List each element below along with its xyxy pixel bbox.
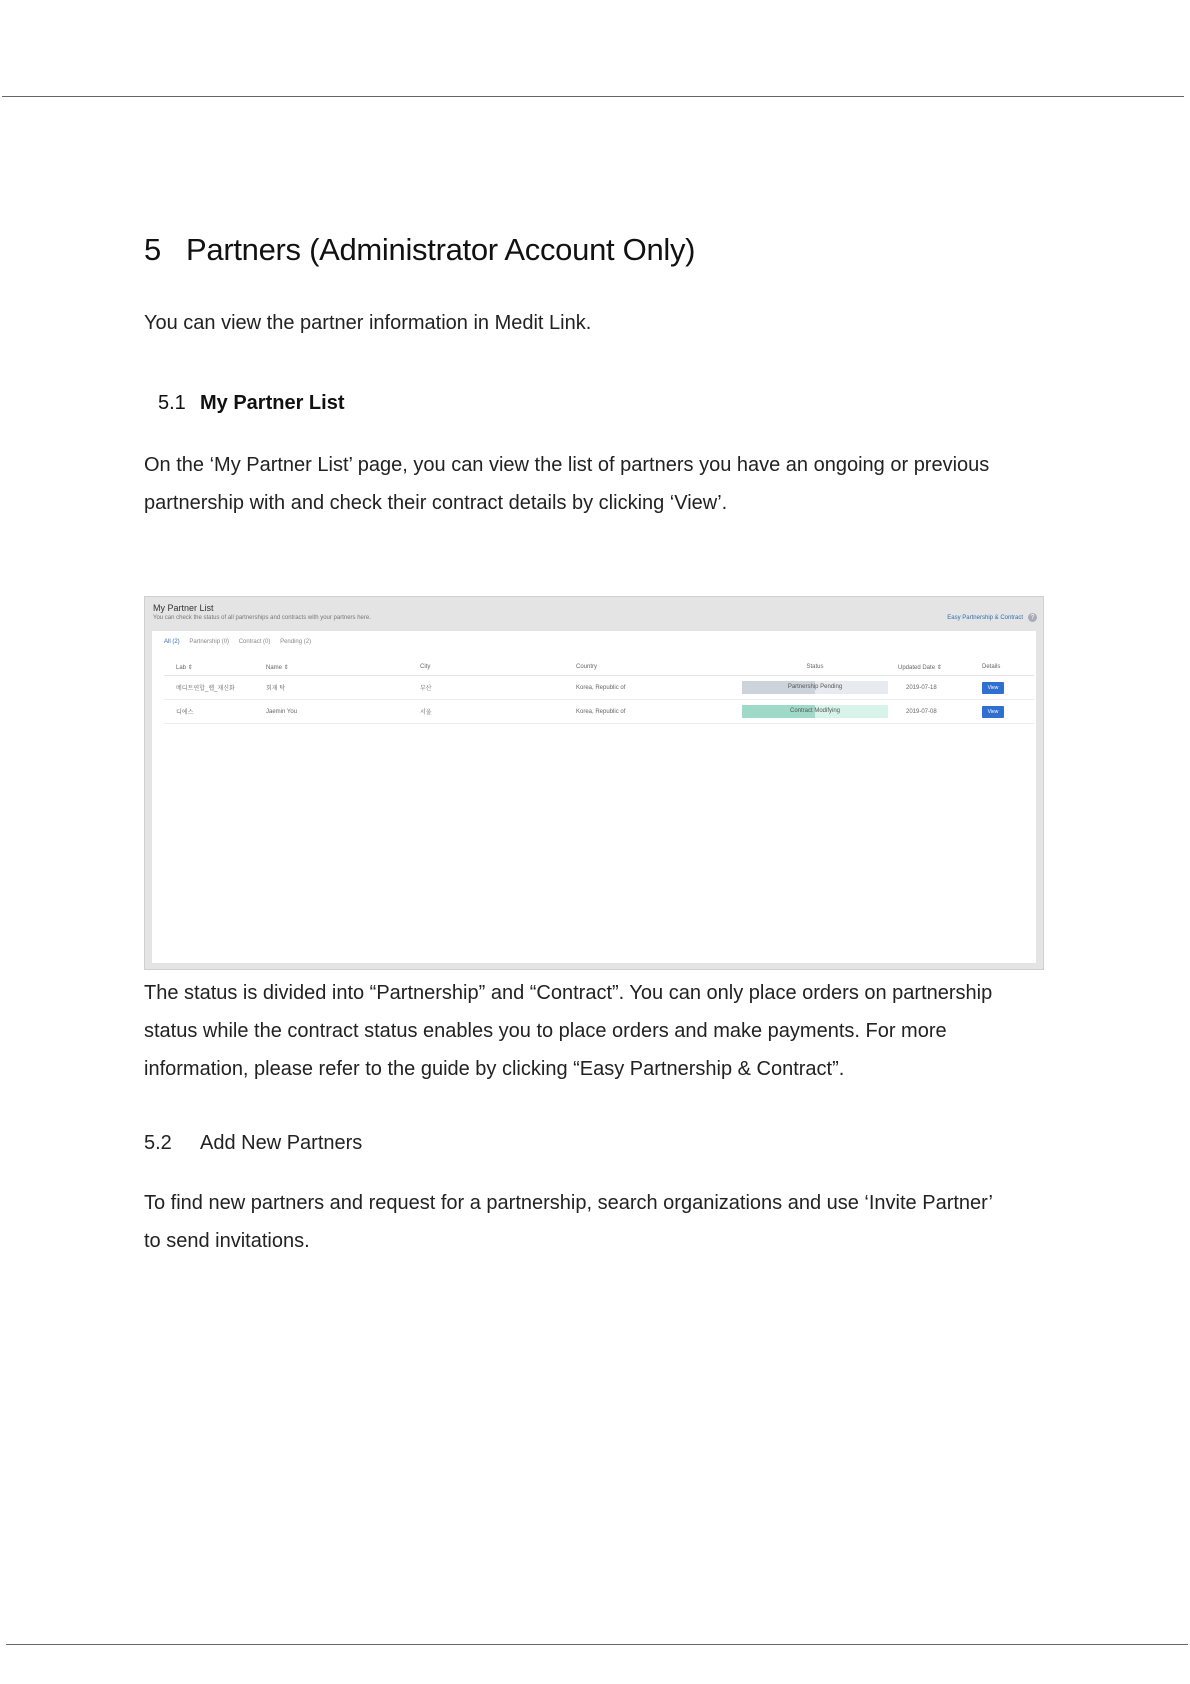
- status-badge: Partnership Pending: [742, 681, 888, 694]
- list-panel: [152, 631, 1036, 963]
- section-heading: [144, 232, 695, 268]
- section-title: Partners (Administrator Account Only): [186, 232, 696, 267]
- status-cell: [732, 676, 898, 700]
- easy-partnership-link[interactable]: Easy Partnership & Contract: [947, 615, 1023, 621]
- country-cell: Korea, Republic of: [576, 676, 732, 700]
- col-lab[interactable]: Lab ⇕: [164, 659, 266, 676]
- col-city: City: [420, 659, 576, 676]
- paragraph-line: status while the contract status enables you to place orders and make payments. For more: [144, 1020, 947, 1042]
- intro-paragraph: You can view the partner information in Medit Link.: [144, 312, 592, 334]
- subsection-heading-5-1: [158, 392, 344, 415]
- paragraph-line: The status is divided into “Partnership” and “Contract”. You can only place orders on partnership: [144, 982, 993, 1004]
- paragraph-line: to send invitations.: [144, 1230, 310, 1252]
- date-cell: 2019-07-08: [898, 700, 982, 724]
- partner-list-screenshot: [144, 596, 1044, 970]
- paragraph-line: On the ‘My Partner List’ page, you can view the list of partners you have an ongoing or previous: [144, 454, 990, 476]
- tab-all[interactable]: All (2): [164, 639, 180, 645]
- subsection-title: My Partner List: [200, 392, 345, 414]
- tab-partnership[interactable]: Partnership (0): [189, 639, 230, 645]
- name-cell: 회재 탁: [266, 676, 420, 700]
- name-cell: Jaemin You: [266, 700, 420, 724]
- table-row: [164, 700, 1034, 724]
- table-header-row: [164, 659, 1034, 676]
- section-number: 5: [144, 232, 161, 267]
- add-partners-paragraph: [144, 1184, 1064, 1260]
- partner-list-paragraph: [144, 446, 1044, 522]
- tab-pending[interactable]: Pending (2): [280, 639, 312, 645]
- date-cell: 2019-07-18: [898, 676, 982, 700]
- paragraph-line: partnership with and check their contract details by clicking ‘View’.: [144, 492, 728, 514]
- details-cell: [982, 676, 1034, 700]
- col-details: Details: [982, 659, 1034, 676]
- subsection-heading-5-2: [144, 1132, 362, 1155]
- paragraph-line: information, please refer to the guide by clicking “Easy Partnership & Contract”.: [144, 1058, 845, 1080]
- details-cell: [982, 700, 1034, 724]
- footer-rule: [6, 1644, 1188, 1645]
- status-paragraph: [144, 974, 1064, 1088]
- view-button[interactable]: View: [982, 706, 1004, 718]
- col-country: Country: [576, 659, 732, 676]
- filter-tabs: [164, 639, 319, 645]
- col-status: Status: [732, 659, 898, 676]
- tab-contract[interactable]: Contract (0): [238, 639, 271, 645]
- view-button[interactable]: View: [982, 682, 1004, 694]
- subsection-number: 5.2: [144, 1132, 172, 1154]
- table-row: [164, 676, 1034, 700]
- col-name[interactable]: Name ⇕: [266, 659, 420, 676]
- status-cell: [732, 700, 898, 724]
- status-badge: Contract Modifying: [742, 705, 888, 718]
- country-cell: Korea, Republic of: [576, 700, 732, 724]
- col-updated-date[interactable]: Updated Date ⇕: [898, 659, 982, 676]
- screenshot-title: My Partner List: [153, 603, 214, 613]
- lab-cell[interactable]: 메디트연합_랩_재신화: [164, 676, 266, 700]
- paragraph-line: To find new partners and request for a partnership, search organizations and use ‘Invite Partner’: [144, 1192, 994, 1214]
- city-cell: 부산: [420, 676, 576, 700]
- help-icon[interactable]: ?: [1028, 613, 1037, 622]
- city-cell: 서울: [420, 700, 576, 724]
- screenshot-subtitle: You can check the status of all partnerships and contracts with your partners here.: [153, 615, 371, 621]
- subsection-title: Add New Partners: [200, 1132, 363, 1154]
- subsection-number: 5.1: [158, 392, 186, 414]
- partner-table: [164, 659, 1034, 724]
- lab-cell[interactable]: 디에스: [164, 700, 266, 724]
- header-rule: [2, 96, 1184, 97]
